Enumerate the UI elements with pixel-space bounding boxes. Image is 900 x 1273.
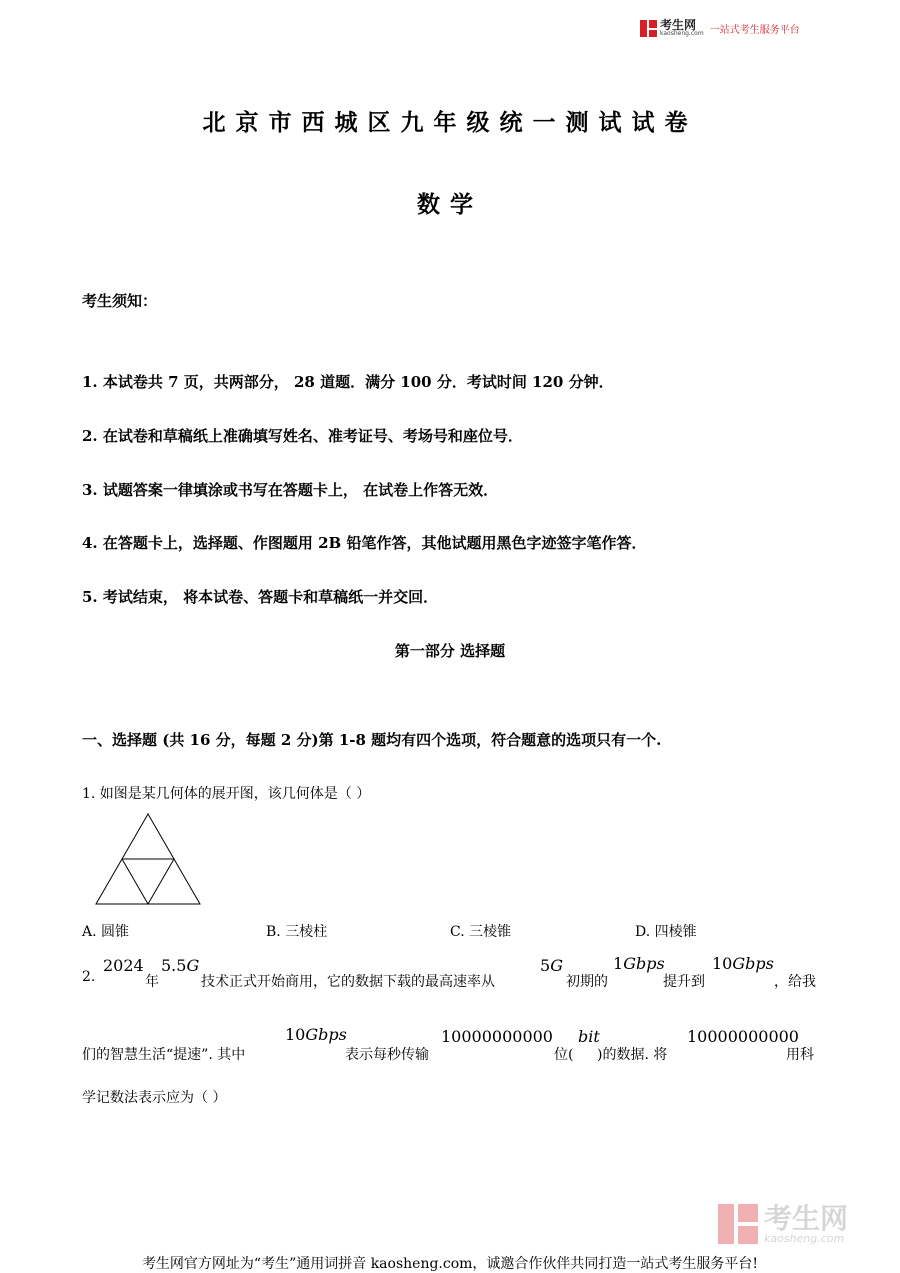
q2-text: )的数据. 将 bbox=[597, 1047, 668, 1063]
logo-slogan: 一站式考生服务平台 bbox=[709, 24, 800, 36]
net-figure bbox=[94, 812, 204, 908]
section-title: 第一部分 选择题 bbox=[394, 642, 506, 660]
q2-math-1gbps: 1Gbps bbox=[613, 954, 665, 973]
q2-text: 提升到 bbox=[663, 974, 705, 990]
logo-name: 考生网 bbox=[660, 18, 697, 32]
notice-heading: 考生须知： bbox=[82, 292, 158, 310]
q2-text: 年 bbox=[145, 974, 159, 990]
notice-item: 5. 考试结束， 将本试卷、答题卡和草稿纸一并交回． bbox=[82, 588, 439, 606]
part-title: 一、选择题 (共 16 分，每题 2 分)第 1-8 题均有四个选项，符合题意的选项只有一个. bbox=[82, 731, 662, 749]
header-logo bbox=[640, 19, 800, 37]
q2-math-10gbps: 10Gbps bbox=[712, 954, 774, 973]
notice-item: 3. 试题答案一律填涂或书写在答题卡上， 在试卷上作答无效． bbox=[82, 481, 499, 499]
q2-text: 位( bbox=[554, 1047, 574, 1063]
q2-number: 2. bbox=[82, 969, 96, 985]
q2-math-5g: 5G bbox=[540, 956, 563, 975]
inner-triangle bbox=[122, 859, 174, 904]
logo-domain: kaosheng.com bbox=[660, 30, 704, 37]
q2-year: 2024 bbox=[103, 956, 144, 975]
q2-math-10gbps: 10Gbps bbox=[285, 1025, 347, 1044]
footer-text: 考生网官方网址为“考生”通用词拼音 kaosheng.com，诚邀合作伙伴共同打造一站式考生服务平台! bbox=[141, 1256, 759, 1272]
q1-stem: 1. 如图是某几何体的展开图，该几何体是（ ） bbox=[82, 786, 371, 802]
q2-math-bit: bit bbox=[578, 1027, 600, 1046]
notice-item: 2. 在试卷和草稿纸上准确填写姓名、准考证号、考场号和座位号． bbox=[82, 427, 523, 445]
q2-big-number: 10000000000 bbox=[441, 1027, 553, 1046]
q1-option-c: C. 三棱锥 bbox=[450, 924, 512, 940]
q2-math-5g: 5.5G bbox=[161, 956, 200, 975]
q2-text: 技术正式开始商用，它的数据下载的最高速率从 bbox=[201, 974, 495, 990]
q1-option-d: D. 四棱锥 bbox=[635, 924, 697, 940]
q1-option-b: B. 三棱柱 bbox=[266, 924, 328, 940]
logo-icon bbox=[640, 20, 657, 37]
q2-text: 学记数法表示应为（ ） bbox=[82, 1090, 227, 1106]
q2-text: ，给我 bbox=[774, 974, 816, 990]
watermark-name: 考生网 bbox=[764, 1201, 849, 1235]
q2-text: 用科 bbox=[786, 1047, 814, 1063]
q2-text: 初期的 bbox=[566, 974, 608, 990]
watermark-domain: kaosheng.com bbox=[764, 1231, 845, 1245]
notice-item: 1. 本试卷共 7 页，共两部分， 28 道题．满分 100 分．考试时间 120 分钟． bbox=[82, 373, 614, 391]
page-subtitle: 数学 bbox=[417, 191, 483, 218]
watermark-logo bbox=[718, 1201, 849, 1245]
notice-item: 4. 在答题卡上，选择题、作图题用 2B 铅笔作答，其他试题用黑色字迹签字笔作答． bbox=[82, 534, 647, 552]
watermark-icon bbox=[718, 1204, 758, 1244]
q2-text: 表示每秒传输 bbox=[345, 1047, 429, 1063]
q2-big-number: 10000000000 bbox=[687, 1027, 799, 1046]
q1-option-a: A. 圆锥 bbox=[82, 924, 130, 940]
q2-text: 们的智慧生活“提速”. 其中 bbox=[82, 1047, 246, 1063]
page-title: 北京市西城区九年级统一测试试卷 bbox=[202, 109, 698, 136]
